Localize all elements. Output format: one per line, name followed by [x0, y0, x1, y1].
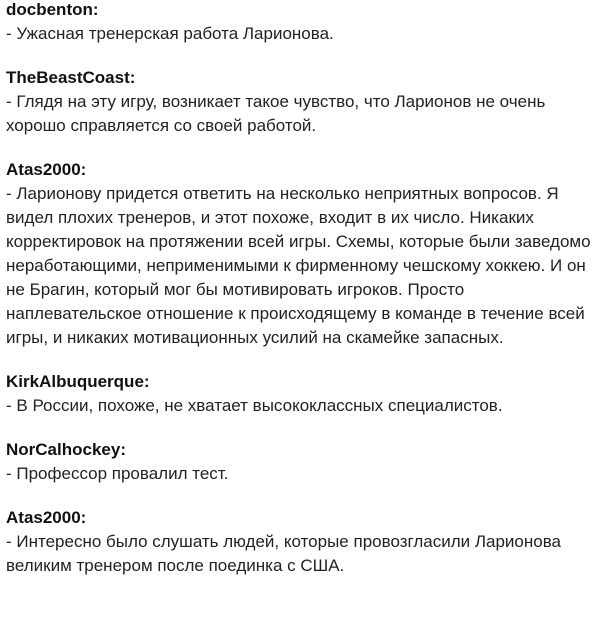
comment-text: - Ужасная тренерская работа Ларионова. — [6, 24, 334, 43]
comment-author: Atas2000: — [6, 508, 87, 527]
comment-author: docbenton: — [6, 0, 99, 19]
comment — [6, 506, 605, 578]
comment-author: Atas2000: — [6, 160, 87, 179]
comment-author: KirkAlbuquerque: — [6, 372, 150, 391]
comment — [6, 0, 605, 46]
comment-text: - В России, похоже, не хватает высококлассных специалистов. — [6, 396, 503, 415]
comment — [6, 438, 605, 486]
comment-text: - Профессор провалил тест. — [6, 464, 229, 483]
comment-author: TheBeastCoast: — [6, 68, 136, 87]
comment-text: - Глядя на эту игру, возникает такое чувство, что Ларионов не очень хорошо справляется со своей работой. — [6, 92, 546, 135]
comment — [6, 158, 605, 350]
comment-text: - Интересно было слушать людей, которые провозгласили Ларионова великим тренером после поединка с США. — [6, 532, 561, 575]
comment-text: - Ларионову придется ответить на несколько неприятных вопросов. Я видел плохих тренеров, и этот похоже, входит в их число. Никаких корректировок на протяжении всей игры. Схемы, которые были заведомо неработающими, неприменимыми к фирменному чешскому хоккею. И он не Брагин, который мог бы мотивировать игроков. Просто наплевательское отношение к происходящему в команде в течение всей игры, и никаких мотивационных усилий на скамейке запасных. — [6, 184, 591, 347]
comment-author: NorCalhockey: — [6, 440, 126, 459]
comment — [6, 370, 605, 418]
comment — [6, 66, 605, 138]
